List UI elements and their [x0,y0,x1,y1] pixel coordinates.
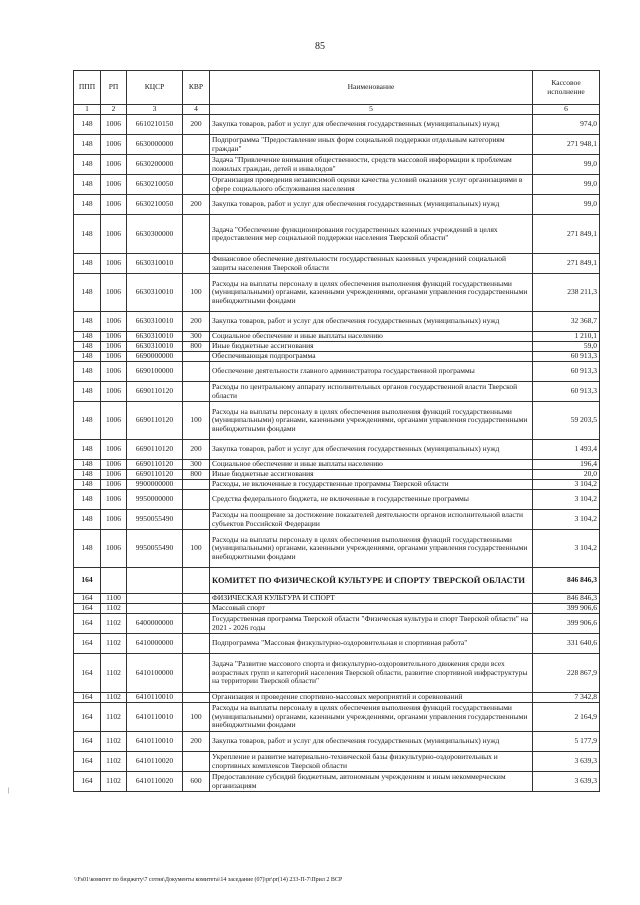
cell-kvr: 300 [183,332,210,342]
page-number: 85 [315,41,325,52]
cell-name: Государственная программа Тверской области "Физическая культура и спорт Тверской области" на 2021 - 2026 годы [210,614,533,634]
cell-cash: 974,0 [533,115,600,135]
cell-rp: 1102 [101,732,127,752]
cell-pp: 164 [74,732,101,752]
cell-name: Расходы на выплаты персоналу в целях обеспечения выполнения функций государственными (муниципальными) органами, казенными учреждениями, органами управления государственными внебюджетными фондами [210,274,533,312]
cell-rp: 1006 [101,382,127,402]
cell-kcsr: 6630310010 [127,312,183,332]
cell-pp: 148 [74,155,101,175]
cell-rp: 1006 [101,155,127,175]
cell-rp: 1006 [101,254,127,274]
cell-rp: 1006 [101,342,127,352]
cell-name: Обеспечивающая подпрограмма [210,352,533,362]
table-row [74,440,600,460]
header-kcsr: КЦСР [127,71,183,105]
cell-rp: 1006 [101,490,127,510]
header-row [74,71,600,105]
cell-kvr [183,568,210,594]
cell-pp: 148 [74,530,101,568]
cell-kcsr: 6610210150 [127,115,183,135]
cell-kvr [183,604,210,614]
cell-cash: 399 906,6 [533,604,600,614]
cell-cash: 99,0 [533,155,600,175]
cell-kcsr: 6630200000 [127,155,183,175]
table-row [74,470,600,480]
cell-kcsr: 6690110120 [127,470,183,480]
cell-kcsr: 6630210050 [127,195,183,215]
column-index: 5 [210,105,533,115]
cell-pp: 164 [74,568,101,594]
cell-kcsr: 6630310010 [127,274,183,312]
table-row [74,530,600,568]
cell-pp: 148 [74,312,101,332]
cell-pp: 164 [74,703,101,732]
header-rp: РП [101,71,127,105]
cell-rp: 1006 [101,470,127,480]
cell-kcsr: 6410110010 [127,703,183,732]
table-row [74,312,600,332]
table-row [74,362,600,382]
cell-kvr [183,254,210,274]
table-row [74,594,600,604]
cell-kcsr: 6630300000 [127,215,183,254]
cell-name: Иные бюджетные ассигнования [210,470,533,480]
cell-rp: 1006 [101,530,127,568]
cell-rp: 1006 [101,510,127,530]
cell-pp: 148 [74,362,101,382]
cell-pp: 164 [74,594,101,604]
cell-pp: 148 [74,480,101,490]
cell-cash: 399 906,6 [533,614,600,634]
cell-name: ФИЗИЧЕСКАЯ КУЛЬТУРА И СПОРТ [210,594,533,604]
cell-pp: 148 [74,274,101,312]
cell-kvr: 100 [183,274,210,312]
cell-rp: 1102 [101,654,127,693]
cell-name: Средства федерального бюджета, не включенные в государственные программы [210,490,533,510]
cell-kcsr: 6690110120 [127,402,183,440]
cell-kcsr: 6690100000 [127,362,183,382]
cell-rp: 1006 [101,352,127,362]
table-row [74,752,600,772]
cell-cash: 7 342,8 [533,693,600,703]
column-index-row [74,105,600,115]
table-row [74,195,600,215]
table-row [74,703,600,732]
table-row [74,382,600,402]
table-row [74,490,600,510]
footer-file-path: \\Fs01\комитет по бюджету\7 сотня\Документы комитета\14 заседание (07)\pr\pr(14) 233-П-7\Прил 2 ВСР [74,877,343,883]
cell-cash: 3 639,3 [533,772,600,792]
cell-name: Организация и проведение спортивно-массовых мероприятий и соревнований [210,693,533,703]
cell-name: Расходы на выплаты персоналу в целях обеспечения выполнения функций государственными (муниципальными) органами, казенными учреждениями, органами управления государственными внебюджетными фондами [210,703,533,732]
cell-kvr [183,480,210,490]
cell-name: Задача "Привлечение внимания общественности, средств массовой информации к проблемам пожилых граждан, детей и инвалидов" [210,155,533,175]
cell-pp: 148 [74,195,101,215]
cell-name: Закупка товаров, работ и услуг для обеспечения государственных (муниципальных) нужд [210,732,533,752]
cell-name: Расходы на поощрение за достижение показателей деятельности органов исполнительной власти субъектов Российской Федерации [210,510,533,530]
cell-cash: 60 913,3 [533,362,600,382]
cell-cash: 3 639,3 [533,752,600,772]
cell-kcsr: 6630310010 [127,342,183,352]
cell-pp: 148 [74,382,101,402]
cell-cash: 271 849,1 [533,215,600,254]
table-row [74,480,600,490]
cell-kvr: 800 [183,470,210,480]
cell-pp: 164 [74,693,101,703]
cell-kcsr: 6410110010 [127,732,183,752]
cell-cash: 846 846,3 [533,568,600,594]
cell-cash: 271 948,1 [533,135,600,155]
cell-cash: 196,4 [533,460,600,470]
header-name: Наименование [210,71,533,105]
cell-cash: 60 913,3 [533,352,600,362]
cell-name: Предоставление субсидий бюджетным, автономным учреждениям и иным некоммерческим организациям [210,772,533,792]
cell-name: Обеспечение деятельности главного администратора государственной программы [210,362,533,382]
cell-kvr [183,352,210,362]
cell-kvr: 200 [183,312,210,332]
cell-pp: 148 [74,460,101,470]
table-row [74,654,600,693]
cell-cash: 3 104,2 [533,530,600,568]
cell-kvr [183,594,210,604]
cell-pp: 164 [74,614,101,634]
cell-name: Массовый спорт [210,604,533,614]
cell-kcsr: 6400000000 [127,614,183,634]
cell-kvr: 200 [183,732,210,752]
table-row [74,332,600,342]
cell-kcsr: 9950055490 [127,510,183,530]
cell-kcsr: 6630000000 [127,135,183,155]
cell-rp: 1102 [101,772,127,792]
cell-rp: 1102 [101,614,127,634]
cell-name: Подпрограмма "Массовая физкультурно-оздоровительная и спортивная работа" [210,634,533,654]
cell-cash: 1 210,1 [533,332,600,342]
cell-cash: 2 164,9 [533,703,600,732]
cell-kcsr: 6410110010 [127,693,183,703]
cell-kvr [183,382,210,402]
cell-kvr: 300 [183,460,210,470]
table-row [74,614,600,634]
column-index: 2 [101,105,127,115]
cell-kcsr: 6410110020 [127,752,183,772]
cell-name: Иные бюджетные ассигнования [210,342,533,352]
column-index: 3 [127,105,183,115]
cell-kvr [183,135,210,155]
table-body [74,115,600,792]
cell-cash: 331 640,6 [533,634,600,654]
cell-name: Закупка товаров, работ и услуг для обеспечения государственных (муниципальных) нужд [210,312,533,332]
table-row [74,135,600,155]
cell-rp: 1006 [101,402,127,440]
cell-rp: 1006 [101,312,127,332]
cell-pp: 164 [74,634,101,654]
cell-kvr: 600 [183,772,210,792]
cell-name: Финансовое обеспечение деятельности государственных казенных учреждений социальной защиты населения Тверской области [210,254,533,274]
cell-kvr [183,654,210,693]
table-row [74,215,600,254]
cell-kvr [183,175,210,195]
table-row [74,155,600,175]
cell-cash: 59,0 [533,342,600,352]
table-row [74,402,600,440]
header-cash: Кассовое исполнение [533,71,600,105]
cell-cash: 271 849,1 [533,254,600,274]
cell-pp: 148 [74,115,101,135]
cell-kcsr [127,568,183,594]
cell-pp: 148 [74,470,101,480]
cell-kvr: 200 [183,195,210,215]
cell-pp: 148 [74,254,101,274]
cell-pp: 148 [74,175,101,195]
cell-pp: 148 [74,342,101,352]
cell-kcsr: 9950055490 [127,530,183,568]
column-index: 1 [74,105,101,115]
cell-name: Закупка товаров, работ и услуг для обеспечения государственных (муниципальных) нужд [210,115,533,135]
margin-mark: | [8,788,10,794]
cell-name: Расходы, не включенные в государственные программы Тверской области [210,480,533,490]
cell-kvr: 100 [183,530,210,568]
cell-name: Организация проведения независимой оценки качества условий оказания услуг организациями в сфере социального обслуживания населения [210,175,533,195]
cell-cash: 60 913,3 [533,382,600,402]
cell-pp: 164 [74,654,101,693]
cell-kvr [183,155,210,175]
cell-rp: 1006 [101,332,127,342]
cell-rp: 1102 [101,693,127,703]
cell-pp: 148 [74,135,101,155]
cell-pp: 148 [74,440,101,460]
cell-kvr [183,510,210,530]
cell-rp: 1006 [101,175,127,195]
cell-rp: 1006 [101,362,127,382]
cell-kcsr: 6690110120 [127,440,183,460]
cell-kcsr: 6690000000 [127,352,183,362]
cell-rp: 1102 [101,752,127,772]
table-row [74,693,600,703]
cell-kvr [183,693,210,703]
column-index: 6 [533,105,600,115]
table-row [74,510,600,530]
cell-rp: 1100 [101,594,127,604]
cell-pp: 164 [74,772,101,792]
cell-rp: 1102 [101,634,127,654]
table-row [74,604,600,614]
table-row [74,732,600,752]
cell-name: Укрепление и развитие материально-технической базы физкультурно-оздоровительных и спортивных комплексов Тверской области [210,752,533,772]
header-pp: ППП [74,71,101,105]
table-row [74,568,600,594]
cell-rp [101,568,127,594]
cell-cash: 3 104,2 [533,510,600,530]
cell-kcsr: 6410110020 [127,772,183,792]
cell-kcsr: 6410100000 [127,654,183,693]
cell-rp: 1006 [101,135,127,155]
cell-name: Социальное обеспечение и иные выплаты населению [210,460,533,470]
budget-table [73,70,600,792]
cell-pp: 164 [74,604,101,614]
cell-kvr: 200 [183,440,210,460]
cell-kvr: 100 [183,402,210,440]
cell-kcsr: 6630310010 [127,254,183,274]
cell-cash: 59 203,5 [533,402,600,440]
cell-pp: 148 [74,332,101,342]
cell-name: Подпрограмма "Предоставление иных форм социальной поддержки отдельным категориям граждан" [210,135,533,155]
cell-kcsr: 9900000000 [127,480,183,490]
cell-name: Закупка товаров, работ и услуг для обеспечения государственных (муниципальных) нужд [210,195,533,215]
cell-rp: 1006 [101,460,127,470]
cell-name: Закупка товаров, работ и услуг для обеспечения государственных (муниципальных) нужд [210,440,533,460]
table-row [74,460,600,470]
cell-rp: 1006 [101,440,127,460]
table-row [74,175,600,195]
cell-kvr [183,752,210,772]
table-row [74,634,600,654]
cell-name: Задача "Обеспечение функционирования государственных казенных учреждений в целях предоставления мер социальной поддержки населения Тверской области" [210,215,533,254]
cell-pp: 148 [74,215,101,254]
cell-pp: 148 [74,510,101,530]
cell-cash: 846 846,3 [533,594,600,604]
table-row [74,352,600,362]
cell-name: Социальное обеспечение и иные выплаты населению [210,332,533,342]
cell-pp: 148 [74,490,101,510]
cell-kvr [183,634,210,654]
table-row [74,274,600,312]
cell-kvr [183,215,210,254]
header-kvr: КВР [183,71,210,105]
cell-name: Расходы на выплаты персоналу в целях обеспечения выполнения функций государственными (муниципальными) органами, казенными учреждениями, органами управления государственными внебюджетными фондами [210,402,533,440]
cell-kvr: 100 [183,703,210,732]
cell-rp: 1006 [101,115,127,135]
cell-kcsr: 6410000000 [127,634,183,654]
cell-pp: 148 [74,402,101,440]
cell-name: Задача "Развитие массового спорта и физкультурно-оздоровительного движения среди всех возрастных групп и категорий населения Тверской области, развитие спортивной инфраструктуры на территории Тверской области" [210,654,533,693]
cell-cash: 5 177,9 [533,732,600,752]
cell-cash: 32 368,7 [533,312,600,332]
cell-rp: 1006 [101,274,127,312]
cell-kvr [183,614,210,634]
cell-cash: 3 104,2 [533,480,600,490]
cell-pp: 164 [74,752,101,772]
cell-kvr: 800 [183,342,210,352]
cell-kcsr: 6630310010 [127,332,183,342]
cell-kcsr: 9950000000 [127,490,183,510]
cell-name: Расходы по центральному аппарату исполнительных органов государственной власти Тверской области [210,382,533,402]
cell-kcsr: 6690110120 [127,382,183,402]
cell-kcsr [127,594,183,604]
table-row [74,115,600,135]
budget-table-container [73,70,599,792]
cell-cash: 99,0 [533,175,600,195]
cell-kcsr [127,604,183,614]
cell-rp: 1102 [101,703,127,732]
cell-name: КОМИТЕТ ПО ФИЗИЧЕСКОЙ КУЛЬТУРЕ И СПОРТУ ТВЕРСКОЙ ОБЛАСТИ [210,568,533,594]
cell-kcsr: 6630210050 [127,175,183,195]
cell-rp: 1102 [101,604,127,614]
table-row [74,772,600,792]
cell-cash: 228 867,9 [533,654,600,693]
cell-cash: 238 211,3 [533,274,600,312]
cell-cash: 99,0 [533,195,600,215]
cell-name: Расходы на выплаты персоналу в целях обеспечения выполнения функций государственными (муниципальными) органами, казенными учреждениями, органами управления государственными внебюджетными фондами [210,530,533,568]
table-row [74,342,600,352]
cell-rp: 1006 [101,215,127,254]
cell-kvr: 200 [183,115,210,135]
cell-pp: 148 [74,352,101,362]
cell-rp: 1006 [101,480,127,490]
cell-cash: 1 493,4 [533,440,600,460]
cell-rp: 1006 [101,195,127,215]
cell-kcsr: 6690110120 [127,460,183,470]
cell-cash: 20,0 [533,470,600,480]
column-index: 4 [183,105,210,115]
cell-cash: 3 104,2 [533,490,600,510]
cell-kvr [183,490,210,510]
cell-kvr [183,362,210,382]
table-row [74,254,600,274]
